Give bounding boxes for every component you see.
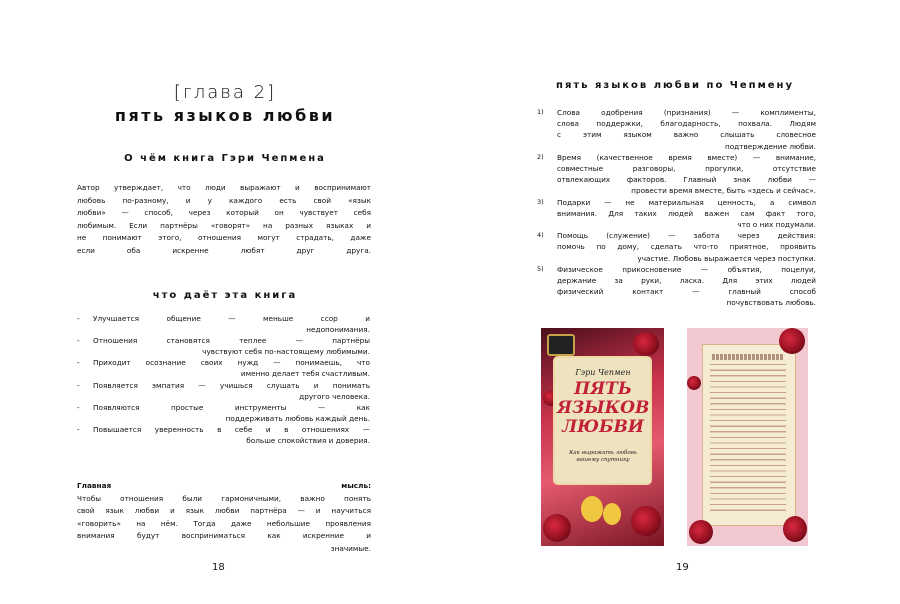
cover-title: ПЯТЬ ЯЗЫКОВ ЛЮБВИ xyxy=(557,379,650,437)
language-number: 5) xyxy=(537,264,544,273)
chapter-label: [глава 2] xyxy=(173,82,277,103)
main-idea-line: внимания будут восприниматься как искренние и xyxy=(77,531,371,540)
rose-icon xyxy=(687,376,701,390)
section-heading-benefits: что даёт эта книга xyxy=(152,290,298,301)
watch-icon xyxy=(547,334,575,356)
language-line: участие. Любовь выражается через поступки. xyxy=(637,253,816,263)
rose-icon xyxy=(689,520,713,544)
rose-icon xyxy=(633,332,659,356)
benefit-line: - Повышается уверенность в себе и в отношениях — xyxy=(93,424,370,434)
about-line: Автор утверждает, что люди выражают и воспринимают xyxy=(77,183,371,192)
main-idea-paragraph xyxy=(77,480,371,555)
language-line: подтверждение любви. xyxy=(724,141,816,151)
main-idea-line: «говорить» на нём. Тогда даже небольшие проявления xyxy=(77,518,371,528)
language-line: Слова одобрения (признания) — комплименты, xyxy=(557,108,816,117)
about-line: не понимают этого, отношения могут страдать, даже xyxy=(77,233,371,242)
about-line: любимым. Если партнёры «говорят» на разных языках и xyxy=(77,220,371,230)
main-idea-line: значимые. xyxy=(330,543,371,553)
teddy-bear-icon xyxy=(603,503,621,525)
benefit-item xyxy=(77,357,370,379)
languages-heading: пять языков любви по Чепмену xyxy=(556,80,794,91)
main-idea-label: Главная мысль: xyxy=(77,481,371,490)
book-cover-front xyxy=(541,328,664,546)
cover-author: Гэри Чепмен xyxy=(575,368,631,377)
language-line: слова поддержки, благодарность, похвала. Людям xyxy=(557,119,816,129)
about-line: если оба искренне любят друг друга. xyxy=(77,245,371,255)
benefit-item xyxy=(77,335,370,357)
cover-subtitle: Как выражать любовь вашему спутнику xyxy=(569,450,637,463)
language-line: отвлекающих факторов. Главный знак любви — xyxy=(557,175,816,185)
language-line: Физическое прикосновение — объятия, поцелуи, xyxy=(557,264,816,274)
benefit-line: - Улучшается общение — меньше ссор и xyxy=(93,314,370,323)
benefit-line: чувствуют себя по-настоящему любимыми. xyxy=(202,347,370,357)
language-line: держание за руки, ласка. Для этих людей xyxy=(557,276,816,286)
benefit-line: поддерживать любовь каждый день. xyxy=(225,413,370,423)
about-line: любви» — способ, через который он чувствует себя xyxy=(77,208,371,217)
language-number: 1) xyxy=(537,108,544,116)
language-line: провести время вместе, быть «здесь и сейчас». xyxy=(631,186,816,196)
about-line: любовь по-разному, и у каждого есть свой «язык xyxy=(77,195,371,205)
language-item xyxy=(537,230,816,264)
language-number: 4) xyxy=(537,231,544,240)
language-line: внимания. Для таких людей важен сам факт того, xyxy=(557,208,816,218)
rose-icon xyxy=(783,516,807,542)
rose-icon xyxy=(543,514,571,542)
language-line: физический контакт — главный способ xyxy=(557,287,816,297)
language-line: Время (качественное время вместе) — внимание, xyxy=(557,152,816,162)
benefit-item xyxy=(77,313,370,335)
language-item xyxy=(537,197,816,231)
benefits-list xyxy=(77,313,370,446)
benefit-item xyxy=(77,380,370,402)
benefit-line: - Приходит осознание своих нужд — понимаешь, что xyxy=(93,358,370,368)
teddy-bear-icon xyxy=(581,496,603,522)
language-line: с этим языком важно слышать словесное xyxy=(557,130,816,140)
benefit-item xyxy=(77,424,370,446)
language-number: 3) xyxy=(537,197,544,206)
language-line: совместные разговоры, прогулки, отсутствие xyxy=(557,164,816,174)
section-heading-about: О чём книга Гэри Чепмена xyxy=(124,153,326,164)
benefit-line: - Отношения становятся теплее — партнёры xyxy=(93,336,370,346)
about-paragraph xyxy=(77,182,371,257)
main-idea-line: Чтобы отношения были гармоничными, важно понять xyxy=(77,493,371,503)
language-item xyxy=(537,152,816,197)
rose-icon xyxy=(631,506,661,536)
languages-list xyxy=(537,107,816,309)
page-number-left: 18 xyxy=(212,562,225,573)
cover-back-text xyxy=(706,352,790,518)
right-page xyxy=(450,0,900,604)
language-line: что о них подумали. xyxy=(737,220,816,230)
benefit-line: больше спокойствия и доверия. xyxy=(246,436,370,446)
language-line: почувствовать любовь. xyxy=(726,298,816,308)
page-number-right: 19 xyxy=(676,562,689,573)
chapter-title: пять языков любви xyxy=(114,106,336,125)
language-item xyxy=(537,264,816,309)
rose-icon xyxy=(779,328,805,354)
benefit-item xyxy=(77,402,370,424)
language-line: помочь по дому, сделать что-то приятное, проявить xyxy=(557,242,816,252)
main-idea-line: свой язык любви и язык любви партнёра — и научиться xyxy=(77,506,371,515)
benefit-line: - Появляется эмпатия — учишься слушать и понимать xyxy=(93,380,370,390)
language-number: 2) xyxy=(537,152,544,161)
benefit-line: - Появляются простые инструменты — как xyxy=(93,402,370,412)
benefit-line: недопонимания. xyxy=(306,325,370,335)
language-item xyxy=(537,107,816,152)
benefit-line: другого человека. xyxy=(299,391,370,401)
language-line: Подарки — не материальная ценность, а символ xyxy=(557,197,816,207)
benefit-line: именно делает тебя счастливым. xyxy=(240,369,370,379)
book-cover-back xyxy=(687,328,808,546)
language-line: Помощь (служение) — забота через действия: xyxy=(557,231,816,241)
